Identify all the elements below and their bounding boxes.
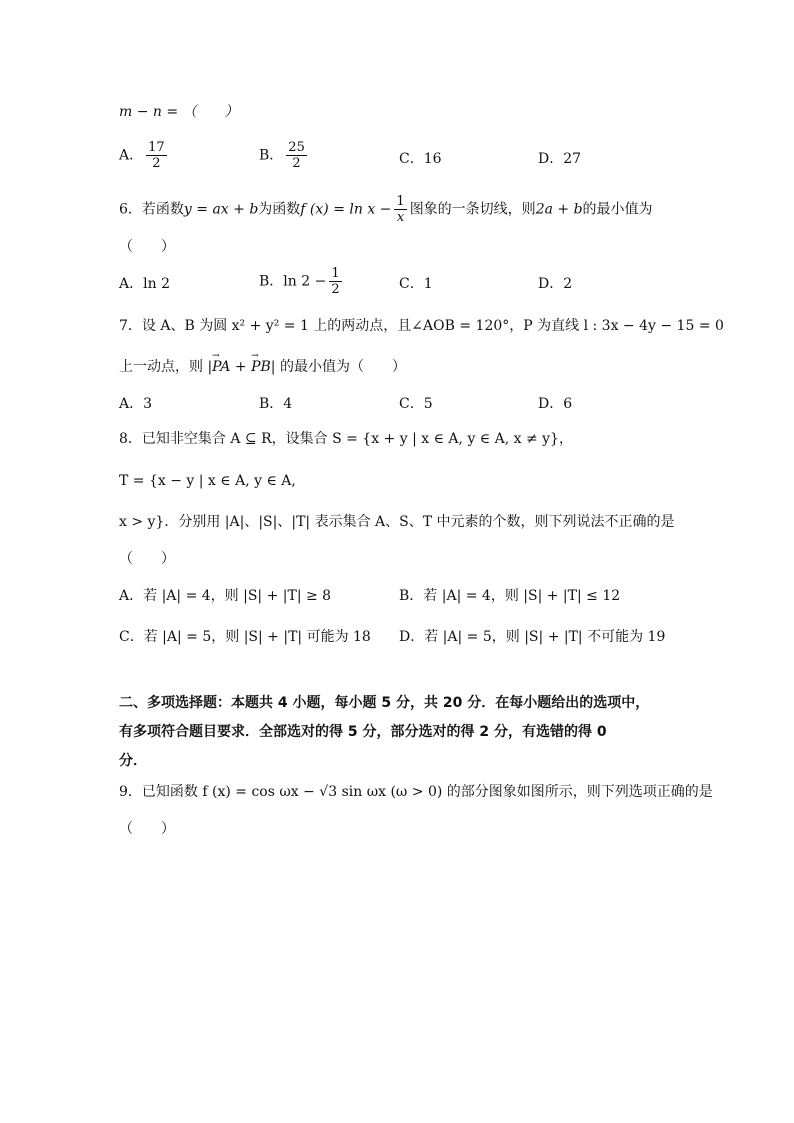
option-letter: B．: [259, 273, 284, 290]
q8-line3: x > y}．分别用 |A|、|S|、|T| 表示集合 A、S、T 中元素的个数，则下列说法不正确的是: [119, 514, 675, 530]
q6-option-c: [399, 275, 433, 293]
option-letter: D．: [399, 629, 425, 645]
fraction: [286, 140, 307, 171]
option-value: 若 |A| = 5，则 |S| + |T| 不可能为 19: [424, 629, 666, 645]
plus-sign: +: [230, 359, 252, 375]
option-letter: D．: [538, 396, 564, 412]
q8-option-a: [119, 587, 331, 605]
q6-expr: 2a + b: [535, 201, 583, 218]
q6-linear-func: y = ax + b: [183, 201, 259, 218]
q6-fx: f (x) = ln x −: [300, 201, 392, 218]
section2-heading-line1: 二、多项选择题：本题共 4 小题，每小题 5 分，共 20 分．在每小题给出的选项中，: [119, 695, 650, 711]
section2-heading-line2: 有多项符合题目要求．全部选对的得 5 分，部分选对的得 2 分，有选错的得 0: [119, 724, 607, 740]
q6-paren: （ ）: [119, 239, 175, 255]
option-letter: C．: [399, 276, 424, 292]
q6-suffix: 图象的一条切线，则: [409, 201, 536, 218]
option-value: 2: [563, 276, 573, 292]
option-letter: D．: [538, 151, 564, 167]
fraction-denominator: 2: [152, 156, 161, 171]
q8-paren: （ ）: [119, 551, 175, 567]
option-value: 若 |A| = 4，则 |S| + |T| ≥ 8: [143, 588, 332, 604]
option-letter: D．: [538, 276, 564, 292]
option-value: 6: [563, 396, 573, 412]
q5-option-d: [538, 150, 581, 168]
fraction-denominator: 2: [292, 156, 301, 171]
option-letter: A．: [119, 396, 144, 412]
q7-option-a: [119, 395, 152, 413]
fraction-numerator: 25: [288, 140, 305, 155]
q8-option-b: [399, 587, 620, 605]
option-value: 若 |A| = 4，则 |S| + |T| ≤ 12: [423, 588, 621, 604]
option-letter: B．: [259, 147, 284, 164]
q6-mid: 为函数: [258, 201, 301, 218]
q7-line2-pre: 上一动点，则 |: [119, 359, 213, 375]
q9-line1: 9．已知函数 f (x) = cos ωx − √3 sin ωx (ω > 0) 的部分图象如图所示，则下列选项正确的是: [119, 784, 713, 800]
option-value: ln 2 −: [283, 273, 327, 290]
q7-option-b: [259, 395, 292, 413]
option-letter: C．: [399, 151, 424, 167]
q5-option-b: [259, 140, 310, 171]
option-value: 16: [423, 151, 442, 167]
q7-line2-post: | 的最小值为（ ）: [270, 359, 406, 375]
option-letter: A．: [119, 588, 144, 604]
fraction: [329, 266, 341, 297]
q6-stem: [119, 194, 653, 225]
vector-pb: → PB: [251, 358, 271, 376]
option-letter: B．: [399, 588, 424, 604]
q6-option-d: [538, 275, 572, 293]
option-value: 5: [423, 396, 433, 412]
q7-option-d: [538, 395, 572, 413]
fraction-denominator: 2: [331, 282, 340, 297]
fraction-numerator: 17: [148, 140, 165, 155]
option-letter: C．: [119, 629, 144, 645]
fraction-numerator: 1: [396, 194, 405, 209]
option-letter: B．: [259, 396, 284, 412]
q7-line2: [119, 358, 406, 376]
option-value: 若 |A| = 5，则 |S| + |T| 可能为 18: [143, 629, 371, 645]
option-value: 4: [283, 396, 293, 412]
q6-option-b: [259, 266, 345, 297]
q5-tail-text: m − n = （ ）: [119, 104, 239, 120]
q8-option-c: [119, 628, 371, 646]
q8-line1: 8．已知非空集合 A ⊆ R，设集合 S = {x + y | x ∈ A, y ∈ A, x ≠ y}，: [119, 431, 573, 447]
q5-option-a: [119, 140, 170, 171]
option-letter: A．: [119, 147, 144, 164]
q6-end: 的最小值为: [582, 201, 653, 218]
option-value: 1: [423, 276, 433, 292]
option-value: ln 2: [143, 276, 170, 292]
fraction: [394, 194, 406, 225]
option-letter: A．: [119, 276, 144, 292]
q7-line1: 7．设 A、B 为圆 x² + y² = 1 上的两动点，且∠AOB = 120°，P 为直线 l : 3x − 4y − 15 = 0: [119, 318, 724, 334]
q8-option-d: [399, 628, 665, 646]
q8-line2: T = {x − y | x ∈ A, y ∈ A,: [119, 473, 296, 489]
fraction-numerator: 1: [331, 266, 340, 281]
q5-option-c: [399, 150, 442, 168]
option-value: 3: [143, 396, 153, 412]
q9-paren: （ ）: [119, 821, 175, 837]
q7-option-c: [399, 395, 433, 413]
option-letter: C．: [399, 396, 424, 412]
vector-pa: → PA: [212, 358, 230, 376]
fraction: [146, 140, 167, 171]
option-value: 27: [563, 151, 582, 167]
q6-prefix: 6．若函数: [119, 201, 184, 218]
section2-heading-line3: 分．: [119, 753, 147, 769]
fraction-denominator: x: [396, 210, 405, 225]
q6-option-a: [119, 275, 170, 293]
